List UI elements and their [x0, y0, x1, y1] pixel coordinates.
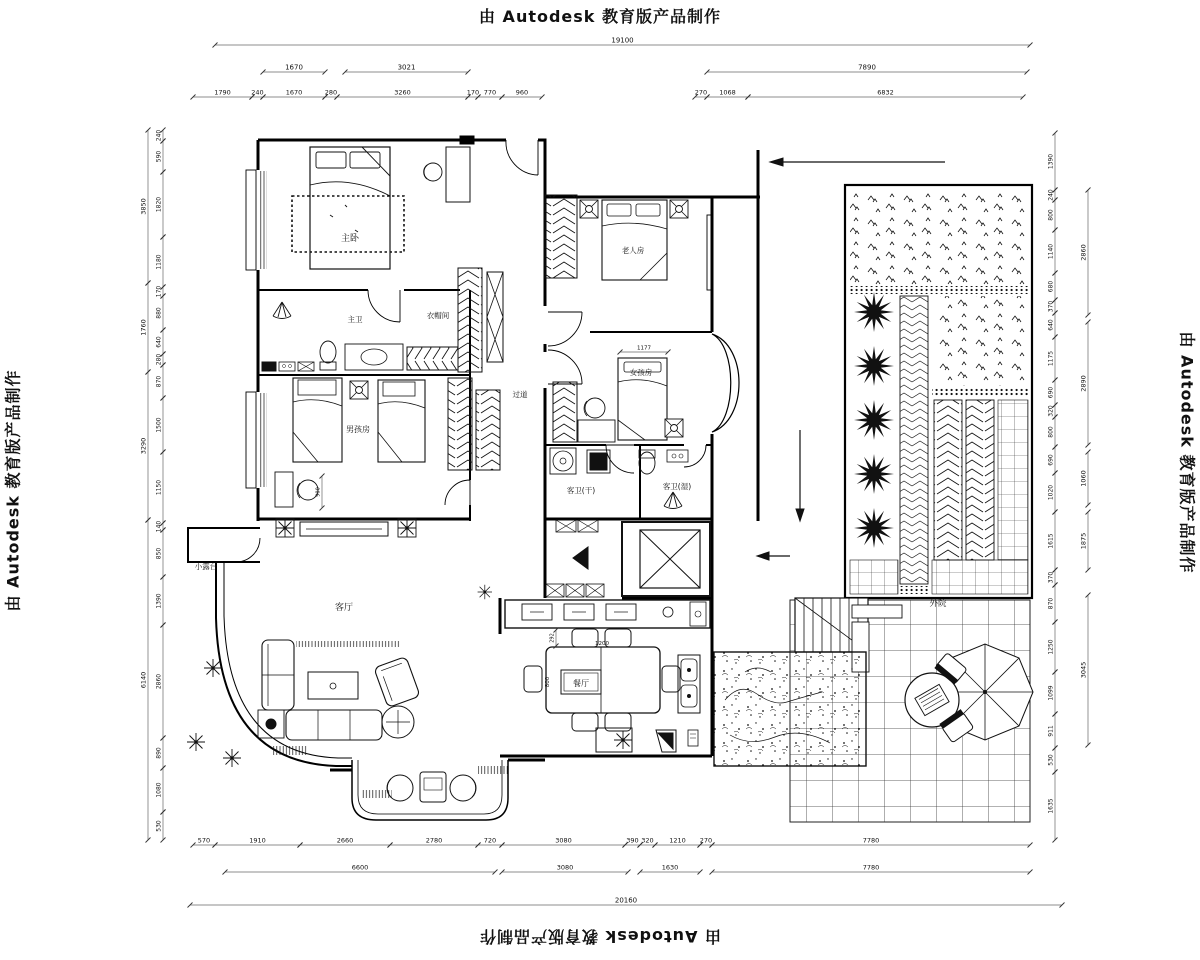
svg-text:1760: 1760 [139, 319, 148, 336]
svg-text:690: 690 [1047, 386, 1055, 399]
svg-text:370: 370 [1047, 571, 1055, 584]
room-label-master-bath: 主卫 [347, 315, 363, 324]
room-label-dining-room: 餐厅 [573, 679, 589, 688]
svg-text:870: 870 [155, 375, 163, 388]
svg-text:320: 320 [641, 836, 654, 845]
svg-text:1500: 1500 [155, 417, 163, 433]
svg-text:1390: 1390 [155, 593, 163, 609]
watermark-left: 由 Autodesk 教育版产品制作 [3, 369, 23, 612]
svg-text:1060: 1060 [1079, 470, 1088, 487]
svg-text:690: 690 [1047, 454, 1055, 466]
room-label-boys-room: 男孩房 [346, 425, 370, 434]
svg-text:1670: 1670 [285, 88, 303, 97]
watermark-top: 由 Autodesk 教育版产品制作 [478, 7, 722, 26]
room-label-closet: 衣帽间 [426, 311, 450, 320]
svg-text:1200: 1200 [595, 641, 609, 647]
svg-text:1910: 1910 [249, 836, 266, 845]
svg-text:170: 170 [155, 285, 163, 298]
svg-text:3080: 3080 [555, 836, 572, 845]
svg-text:1099: 1099 [1047, 685, 1055, 701]
svg-text:800: 800 [1047, 426, 1055, 438]
svg-text:720: 720 [483, 836, 497, 845]
svg-text:1790: 1790 [214, 88, 231, 97]
svg-text:6600: 6600 [351, 863, 369, 872]
watermark-bottom: 由 Autodesk 教育版产品制作 [478, 927, 722, 946]
svg-text:880: 880 [155, 307, 163, 319]
svg-text:1175: 1175 [1047, 350, 1055, 367]
svg-text:800: 800 [545, 676, 551, 688]
svg-text:770: 770 [483, 88, 497, 97]
svg-text:280: 280 [155, 353, 163, 366]
svg-text:320: 320 [1047, 405, 1055, 417]
svg-text:20160: 20160 [614, 896, 638, 905]
svg-text:2860: 2860 [155, 673, 163, 690]
svg-text:640: 640 [1047, 319, 1055, 331]
svg-text:1875: 1875 [1079, 532, 1088, 550]
room-label-courtyard: 外院 [929, 599, 947, 609]
svg-text:570: 570 [197, 836, 211, 845]
svg-text:280: 280 [324, 88, 338, 97]
svg-text:1020: 1020 [1047, 484, 1055, 501]
room-label-guest-bath-dry: 客卫(干) [566, 486, 596, 495]
svg-text:1250: 1250 [1047, 639, 1055, 655]
room-label-terrace: 小露台 [194, 562, 218, 571]
svg-text:850: 850 [155, 547, 163, 560]
svg-text:2780: 2780 [425, 836, 443, 845]
walls [188, 136, 760, 820]
wardrobes [259, 171, 577, 487]
svg-text:3080: 3080 [556, 863, 574, 872]
svg-text:7780: 7780 [862, 863, 880, 872]
svg-text:3045: 3045 [1079, 661, 1088, 679]
svg-text:870: 870 [1047, 597, 1055, 610]
svg-text:890: 890 [155, 747, 163, 759]
svg-text:240: 240 [251, 88, 264, 97]
svg-text:911: 911 [1047, 725, 1055, 737]
svg-text:3850: 3850 [139, 198, 148, 215]
svg-text:1390: 1390 [1047, 153, 1055, 170]
room-label-living-room: 客厅 [334, 603, 354, 613]
svg-text:640: 640 [155, 336, 163, 348]
svg-text:1068: 1068 [719, 88, 736, 97]
svg-text:240: 240 [1047, 189, 1055, 201]
svg-text:6832: 6832 [877, 88, 894, 97]
svg-text:1820: 1820 [155, 196, 163, 213]
svg-text:3021: 3021 [397, 63, 416, 72]
svg-text:1670: 1670 [285, 63, 303, 72]
room-label-corridor: 过道 [512, 390, 528, 399]
room-label-master-bedroom: 主卧 [340, 234, 360, 244]
room-label-guest-bath-wet: 客卫(湿) [662, 482, 692, 491]
svg-text:3290: 3290 [139, 437, 148, 455]
svg-text:3260: 3260 [394, 88, 411, 97]
svg-text:1615: 1615 [1047, 533, 1055, 549]
svg-text:1150: 1150 [155, 479, 163, 496]
svg-text:7890: 7890 [858, 63, 876, 72]
svg-text:19100: 19100 [611, 36, 634, 45]
svg-text:7780: 7780 [862, 836, 880, 845]
svg-text:1630: 1630 [661, 863, 679, 872]
svg-text:900: 900 [315, 487, 322, 497]
svg-text:590: 590 [155, 150, 163, 163]
svg-text:2860: 2860 [1079, 244, 1088, 261]
patio [714, 598, 1033, 822]
watermark-right: 由 Autodesk 教育版产品制作 [1177, 331, 1197, 574]
svg-text:1635: 1635 [1047, 798, 1055, 814]
svg-text:530: 530 [155, 820, 163, 832]
room-label-girls-room: 女孩房 [629, 368, 653, 377]
svg-text:1180: 1180 [155, 254, 163, 270]
svg-text:2660: 2660 [336, 836, 354, 845]
svg-text:1177: 1177 [637, 345, 651, 352]
svg-text:390: 390 [626, 836, 639, 845]
svg-text:1210: 1210 [669, 836, 686, 845]
svg-text:170: 170 [466, 88, 480, 97]
svg-text:2890: 2890 [1079, 375, 1088, 392]
svg-text:292: 292 [549, 633, 556, 643]
svg-text:140: 140 [155, 520, 163, 533]
svg-text:270: 270 [694, 88, 708, 97]
svg-text:1080: 1080 [155, 782, 163, 798]
svg-text:240: 240 [155, 129, 163, 142]
svg-text:960: 960 [515, 88, 529, 97]
svg-text:530: 530 [1047, 754, 1055, 766]
svg-text:1140: 1140 [1047, 243, 1055, 260]
svg-text:270: 270 [699, 836, 713, 845]
svg-text:370: 370 [1047, 300, 1055, 313]
svg-text:680: 680 [1047, 280, 1055, 293]
svg-text:6140: 6140 [139, 671, 148, 689]
garden [845, 185, 1032, 598]
svg-text:800: 800 [1047, 209, 1055, 221]
room-label-elder-room: 老人房 [621, 246, 645, 255]
